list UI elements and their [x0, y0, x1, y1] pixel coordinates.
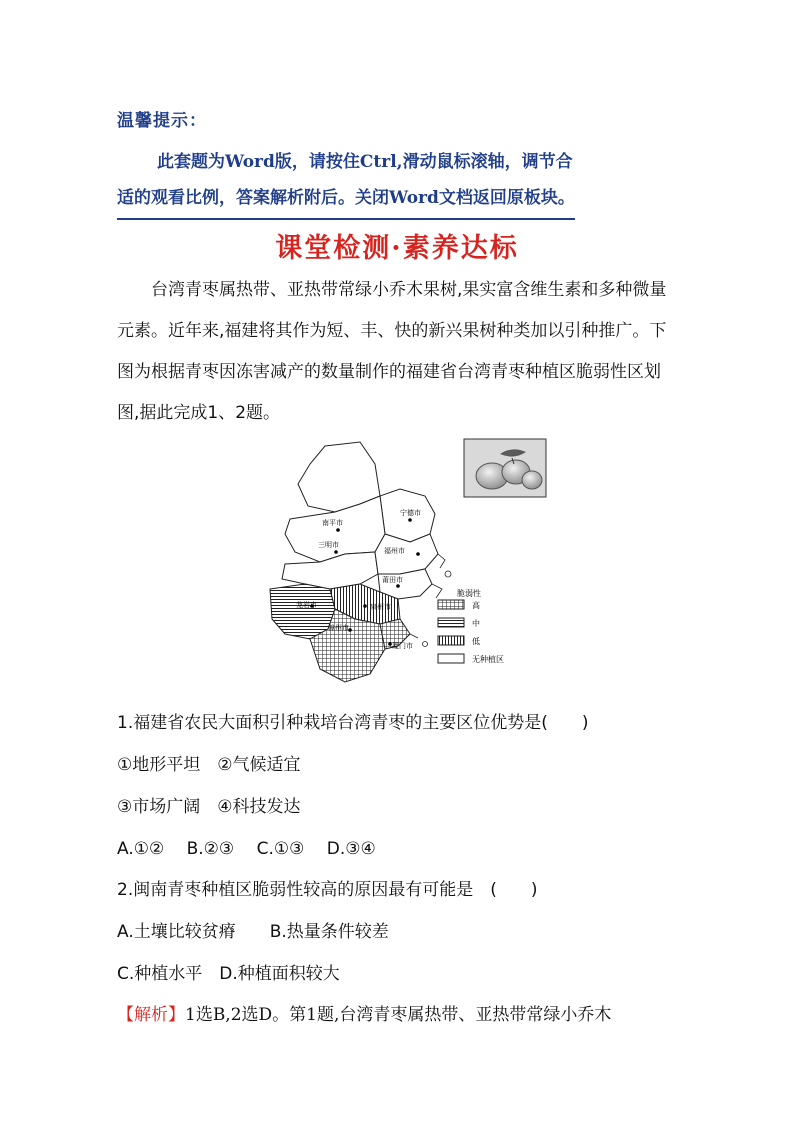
legend-label-high: 高: [472, 601, 480, 610]
map-regions: [282, 442, 438, 599]
legend-swatch-high: [438, 600, 464, 609]
city-label-longyan: 龙岩市: [296, 601, 317, 609]
city-label-xiamen: 厦门市: [392, 642, 413, 650]
fujian-map: [250, 434, 550, 690]
fruit-photo: [464, 439, 546, 497]
city-label-zhangzhou: 漳州市: [328, 624, 349, 632]
question-2-stem: 2.闽南青枣种植区脆弱性较高的原因最有可能是 ( ): [117, 880, 538, 900]
legend-label-none: 无种植区: [472, 655, 504, 664]
question-1-options-row2: ③市场广阔 ④科技发达: [117, 797, 301, 817]
tip-title: 温馨提示：: [117, 111, 207, 131]
tip-line-1: 此套题为Word版，请按住Ctrl,滑动鼠标滚轴，调节合: [157, 152, 573, 172]
question-2-choices-row2: C.种植水平 D.种植面积较大: [117, 964, 340, 984]
intro-text: 台湾青枣属热带、亚热带常绿小乔木果树,果实富含维生素和多种微量元素。近年来,福建将其作为短、丰、快的新兴果树种类加以引种推广。下图为根据青枣因冻害减产的数量制作的福建省台湾青枣种植区脆弱性区划图,据此完成1、2题。: [117, 280, 667, 423]
city-label-quanzhou: 泉州市: [370, 603, 391, 611]
city-label-ningde: 宁德市: [400, 509, 421, 517]
question-1-options-row1: ①地形平坦 ②气候适宜: [117, 755, 301, 775]
legend-swatch-none: [438, 654, 464, 663]
vulnerability-regions: [270, 584, 410, 682]
question-1-choices: A.①② B.②③ C.①③ D.③④: [117, 839, 376, 859]
question-2-choices-row1: A.土壤比较贫瘠 B.热量条件较差: [117, 922, 389, 942]
tip-line-2: 适的观看比例，答案解析附后。关闭Word文档返回原板块。: [117, 180, 575, 220]
legend-title: 脆弱性: [457, 589, 481, 598]
question-1-stem: 1.福建省农民大面积引种栽培台湾青枣的主要区位优势是( ): [117, 713, 589, 733]
legend-swatch-medium: [438, 618, 464, 627]
city-label-putian: 莆田市: [382, 576, 403, 584]
analysis-tag: 【解析】: [117, 1005, 185, 1025]
analysis-paragraph: [117, 1000, 697, 1025]
legend-label-low: 低: [472, 637, 480, 646]
section-heading: 课堂检测·素养达标: [275, 233, 519, 264]
city-label-nanping: 南平市: [322, 519, 343, 527]
legend-label-medium: 中: [472, 619, 480, 628]
map-legend: [438, 588, 504, 664]
vulnerability-map-figure: [250, 434, 550, 690]
tip-box: [117, 144, 683, 220]
city-label-fuzhou: 福州市: [384, 547, 405, 555]
analysis-text: 1选B,2选D。第1题,台湾青枣属热带、亚热带常绿小乔木: [185, 1005, 612, 1025]
legend-swatch-low: [438, 636, 464, 645]
city-label-sanming: 三明市: [318, 541, 339, 549]
intro-paragraph: [117, 270, 683, 434]
